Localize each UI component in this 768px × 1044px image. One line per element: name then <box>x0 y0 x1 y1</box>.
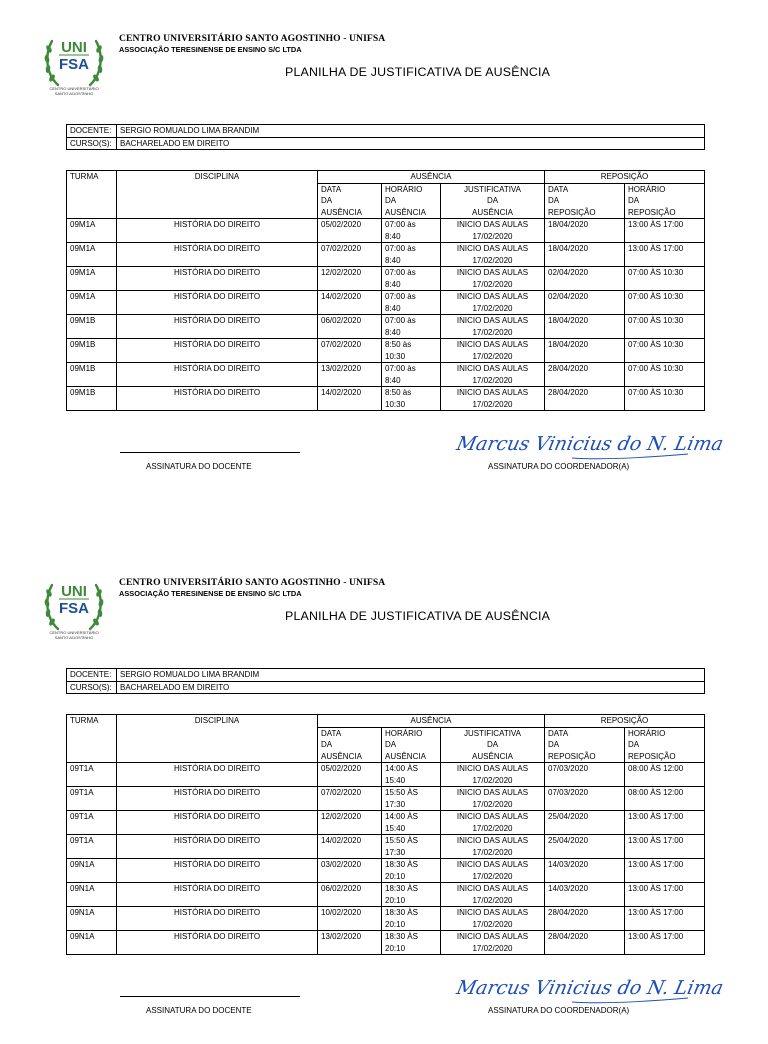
header-data-reposicao: DATA DA REPOSIÇÃO <box>545 727 625 763</box>
header-row-1 <box>67 171 705 184</box>
horario-ausencia-cell: 14:00 ÀS 15:40 <box>382 763 441 787</box>
horario-ausencia-cell: 07:00 às 8:40 <box>382 243 441 267</box>
coordinator-signature <box>452 964 726 1008</box>
svg-text:CENTRO UNIVERSITÁRIO: CENTRO UNIVERSITÁRIO <box>49 630 99 635</box>
horario-ausencia-cell: 18:30 ÀS 20:10 <box>382 883 441 907</box>
justificativa-cell: INICIO DAS AULAS 17/02/2020 <box>441 267 545 291</box>
horario-ausencia-cell: 18:30 ÀS 20:10 <box>382 859 441 883</box>
table-row <box>67 811 705 835</box>
header-disciplina: DISCIPLINA <box>117 171 318 219</box>
table-row <box>67 907 705 931</box>
data-reposicao-cell: 18/04/2020 <box>545 243 625 267</box>
coordinator-signature-label: ASSINATURA DO COORDENADOR(A) <box>488 462 630 471</box>
svg-text:SANTO AGOSTINHO: SANTO AGOSTINHO <box>54 91 94 96</box>
header-data-ausencia: DATA DA AUSÊNCIA <box>318 183 382 219</box>
justificativa-cell: INICIO DAS AULAS 17/02/2020 <box>441 363 545 387</box>
justificativa-cell: INICIO DAS AULAS 17/02/2020 <box>441 339 545 363</box>
data-ausencia-cell: 13/02/2020 <box>318 931 382 955</box>
page-title: PLANILHA DE JUSTIFICATIVA DE AUSÊNCIA <box>285 65 551 79</box>
header-horario-ausencia: HORÁRIO DA AUSÊNCIA <box>382 183 441 219</box>
table-row <box>67 859 705 883</box>
svg-text:SANTO AGOSTINHO: SANTO AGOSTINHO <box>54 635 94 640</box>
turma-cell: 09N1A <box>67 931 117 955</box>
disciplina-cell: HISTÓRIA DO DIREITO <box>117 787 318 811</box>
data-reposicao-cell: 07/03/2020 <box>545 787 625 811</box>
horario-ausencia-cell: 18:30 ÀS 20:10 <box>382 907 441 931</box>
header-row-1 <box>67 715 705 728</box>
disciplina-cell: HISTÓRIA DO DIREITO <box>117 859 318 883</box>
curso-value: BACHARELADO EM DIREITO <box>117 137 705 150</box>
data-reposicao-cell: 02/04/2020 <box>545 267 625 291</box>
disciplina-cell: HISTÓRIA DO DIREITO <box>117 267 318 291</box>
curso-label: CURSO(S): <box>67 681 117 694</box>
turma-cell: 09T1A <box>67 811 117 835</box>
horario-reposicao-cell: 08:00 ÀS 12:00 <box>625 763 705 787</box>
turma-cell: 09M1B <box>67 387 117 411</box>
horario-reposicao-cell: 13:00 ÀS 17:00 <box>625 907 705 931</box>
data-reposicao-cell: 28/04/2020 <box>545 931 625 955</box>
justificativa-cell: INICIO DAS AULAS 17/02/2020 <box>441 859 545 883</box>
table-row <box>67 387 705 411</box>
data-ausencia-cell: 06/02/2020 <box>318 315 382 339</box>
turma-cell: 09M1B <box>67 315 117 339</box>
data-ausencia-cell: 12/02/2020 <box>318 811 382 835</box>
header-data-ausencia: DATA DA AUSÊNCIA <box>318 727 382 763</box>
data-reposicao-cell: 28/04/2020 <box>545 907 625 931</box>
teacher-info-table <box>66 124 705 150</box>
horario-ausencia-cell: 07:00 às 8:40 <box>382 315 441 339</box>
data-ausencia-cell: 10/02/2020 <box>318 907 382 931</box>
data-reposicao-cell: 25/04/2020 <box>545 835 625 859</box>
data-ausencia-cell: 14/02/2020 <box>318 291 382 315</box>
docente-signature-line <box>120 996 300 997</box>
table-row <box>67 883 705 907</box>
turma-cell: 09T1A <box>67 835 117 859</box>
data-reposicao-cell: 18/04/2020 <box>545 315 625 339</box>
table-row <box>67 787 705 811</box>
data-ausencia-cell: 07/02/2020 <box>318 243 382 267</box>
svg-text:Marcus Vinicius do N. Lima: Marcus Vinicius do N. Lima <box>454 432 726 455</box>
horario-ausencia-cell: 8:50 às 10:30 <box>382 339 441 363</box>
curso-row <box>67 137 705 150</box>
horario-ausencia-cell: 8:50 às 10:30 <box>382 387 441 411</box>
svg-text:UNI: UNI <box>61 583 87 600</box>
table-row <box>67 219 705 243</box>
curso-row <box>67 681 705 694</box>
header-horario-reposicao: HORÁRIO DA REPOSIÇÃO <box>625 727 705 763</box>
data-ausencia-cell: 05/02/2020 <box>318 763 382 787</box>
coordinator-signature-label: ASSINATURA DO COORDENADOR(A) <box>488 1006 630 1015</box>
coordinator-signature <box>452 420 726 464</box>
horario-ausencia-cell: 07:00 às 8:40 <box>382 291 441 315</box>
data-ausencia-cell: 13/02/2020 <box>318 363 382 387</box>
disciplina-cell: HISTÓRIA DO DIREITO <box>117 883 318 907</box>
turma-cell: 09M1A <box>67 243 117 267</box>
disciplina-cell: HISTÓRIA DO DIREITO <box>117 339 318 363</box>
disciplina-cell: HISTÓRIA DO DIREITO <box>117 387 318 411</box>
docente-label: DOCENTE: <box>67 669 117 682</box>
horario-reposicao-cell: 07:00 ÀS 10:30 <box>625 387 705 411</box>
svg-text:CENTRO UNIVERSITÁRIO: CENTRO UNIVERSITÁRIO <box>49 86 99 91</box>
header-horario-ausencia: HORÁRIO DA AUSÊNCIA <box>382 727 441 763</box>
justificativa-cell: INICIO DAS AULAS 17/02/2020 <box>441 931 545 955</box>
header-ausencia: AUSÊNCIA <box>318 171 545 184</box>
institution-name: CENTRO UNIVERSITÁRIO SANTO AGOSTINHO - UNIFSA <box>119 33 386 44</box>
data-ausencia-cell: 06/02/2020 <box>318 883 382 907</box>
disciplina-cell: HISTÓRIA DO DIREITO <box>117 763 318 787</box>
turma-cell: 09N1A <box>67 883 117 907</box>
turma-cell: 09N1A <box>67 859 117 883</box>
docente-label: DOCENTE: <box>67 125 117 138</box>
data-ausencia-cell: 07/02/2020 <box>318 339 382 363</box>
table-row <box>67 363 705 387</box>
justificativa-cell: INICIO DAS AULAS 17/02/2020 <box>441 315 545 339</box>
association-name: ASSOCIAÇÃO TERESINENSE DE ENSINO S/C LTDA <box>119 589 302 598</box>
horario-ausencia-cell: 07:00 às 8:40 <box>382 363 441 387</box>
justificativa-cell: INICIO DAS AULAS 17/02/2020 <box>441 291 545 315</box>
turma-cell: 09T1A <box>67 787 117 811</box>
curso-value: BACHARELADO EM DIREITO <box>117 681 705 694</box>
justificativa-cell: INICIO DAS AULAS 17/02/2020 <box>441 763 545 787</box>
turma-cell: 09M1A <box>67 291 117 315</box>
disciplina-cell: HISTÓRIA DO DIREITO <box>117 907 318 931</box>
data-ausencia-cell: 07/02/2020 <box>318 787 382 811</box>
data-reposicao-cell: 18/04/2020 <box>545 219 625 243</box>
docente-signature-label: ASSINATURA DO DOCENTE <box>146 462 252 471</box>
horario-ausencia-cell: 15:50 ÀS 17:30 <box>382 835 441 859</box>
turma-cell: 09N1A <box>67 907 117 931</box>
table-row <box>67 243 705 267</box>
unifsa-logo <box>42 577 106 641</box>
data-ausencia-cell: 05/02/2020 <box>318 219 382 243</box>
justificativa-cell: INICIO DAS AULAS 17/02/2020 <box>441 883 545 907</box>
docente-value: SERGIO ROMUALDO LIMA BRANDIM <box>117 125 705 138</box>
turma-cell: 09T1A <box>67 763 117 787</box>
header-data-reposicao: DATA DA REPOSIÇÃO <box>545 183 625 219</box>
table-row <box>67 291 705 315</box>
header-justificativa: JUSTIFICATIVA DA AUSÊNCIA <box>441 727 545 763</box>
horario-reposicao-cell: 13:00 ÀS 17:00 <box>625 219 705 243</box>
turma-cell: 09M1B <box>67 363 117 387</box>
absence-table <box>66 170 705 411</box>
table-row <box>67 763 705 787</box>
table-row <box>67 931 705 955</box>
docente-signature-line <box>120 452 300 453</box>
table-row <box>67 315 705 339</box>
data-ausencia-cell: 14/02/2020 <box>318 387 382 411</box>
horario-reposicao-cell: 13:00 ÀS 17:00 <box>625 835 705 859</box>
data-reposicao-cell: 28/04/2020 <box>545 387 625 411</box>
docente-row <box>67 125 705 138</box>
header-turma: TURMA <box>67 171 117 219</box>
disciplina-cell: HISTÓRIA DO DIREITO <box>117 315 318 339</box>
horario-reposicao-cell: 08:00 ÀS 12:00 <box>625 787 705 811</box>
justificativa-cell: INICIO DAS AULAS 17/02/2020 <box>441 787 545 811</box>
sheet-2 <box>0 544 768 1044</box>
horario-reposicao-cell: 07:00 ÀS 10:30 <box>625 339 705 363</box>
horario-reposicao-cell: 07:00 ÀS 10:30 <box>625 363 705 387</box>
data-reposicao-cell: 18/04/2020 <box>545 339 625 363</box>
turma-cell: 09M1B <box>67 339 117 363</box>
association-name: ASSOCIAÇÃO TERESINENSE DE ENSINO S/C LTDA <box>119 45 302 54</box>
horario-ausencia-cell: 07:00 às 8:40 <box>382 267 441 291</box>
data-reposicao-cell: 14/03/2020 <box>545 883 625 907</box>
justificativa-cell: INICIO DAS AULAS 17/02/2020 <box>441 219 545 243</box>
table-row <box>67 267 705 291</box>
data-reposicao-cell: 25/04/2020 <box>545 811 625 835</box>
teacher-info-table <box>66 668 705 694</box>
data-reposicao-cell: 28/04/2020 <box>545 363 625 387</box>
justificativa-cell: INICIO DAS AULAS 17/02/2020 <box>441 811 545 835</box>
curso-label: CURSO(S): <box>67 137 117 150</box>
horario-ausencia-cell: 18:30 ÀS 20:10 <box>382 931 441 955</box>
justificativa-cell: INICIO DAS AULAS 17/02/2020 <box>441 835 545 859</box>
data-reposicao-cell: 14/03/2020 <box>545 859 625 883</box>
header-turma: TURMA <box>67 715 117 763</box>
header-disciplina: DISCIPLINA <box>117 715 318 763</box>
disciplina-cell: HISTÓRIA DO DIREITO <box>117 363 318 387</box>
horario-reposicao-cell: 13:00 ÀS 17:00 <box>625 811 705 835</box>
header-ausencia: AUSÊNCIA <box>318 715 545 728</box>
table-row <box>67 835 705 859</box>
table-row <box>67 339 705 363</box>
justificativa-cell: INICIO DAS AULAS 17/02/2020 <box>441 243 545 267</box>
disciplina-cell: HISTÓRIA DO DIREITO <box>117 931 318 955</box>
horario-reposicao-cell: 13:00 ÀS 17:00 <box>625 243 705 267</box>
sheet-1 <box>0 0 768 500</box>
horario-reposicao-cell: 07:00 ÀS 10:30 <box>625 315 705 339</box>
page-title: PLANILHA DE JUSTIFICATIVA DE AUSÊNCIA <box>285 609 551 623</box>
horario-ausencia-cell: 14:00 ÀS 15:40 <box>382 811 441 835</box>
horario-reposicao-cell: 13:00 ÀS 17:00 <box>625 859 705 883</box>
justificativa-cell: INICIO DAS AULAS 17/02/2020 <box>441 387 545 411</box>
svg-text:FSA: FSA <box>59 600 89 617</box>
data-ausencia-cell: 14/02/2020 <box>318 835 382 859</box>
svg-text:Marcus Vinicius do N. Lima: Marcus Vinicius do N. Lima <box>454 976 726 999</box>
horario-reposicao-cell: 07:00 ÀS 10:30 <box>625 291 705 315</box>
disciplina-cell: HISTÓRIA DO DIREITO <box>117 291 318 315</box>
data-ausencia-cell: 12/02/2020 <box>318 267 382 291</box>
data-ausencia-cell: 03/02/2020 <box>318 859 382 883</box>
disciplina-cell: HISTÓRIA DO DIREITO <box>117 243 318 267</box>
header-reposicao: REPOSIÇÃO <box>545 171 705 184</box>
header-horario-reposicao: HORÁRIO DA REPOSIÇÃO <box>625 183 705 219</box>
justificativa-cell: INICIO DAS AULAS 17/02/2020 <box>441 907 545 931</box>
svg-text:FSA: FSA <box>59 56 89 73</box>
header-reposicao: REPOSIÇÃO <box>545 715 705 728</box>
horario-ausencia-cell: 07:00 às 8:40 <box>382 219 441 243</box>
docente-value: SERGIO ROMUALDO LIMA BRANDIM <box>117 669 705 682</box>
header-justificativa: JUSTIFICATIVA DA AUSÊNCIA <box>441 183 545 219</box>
unifsa-logo <box>42 33 106 97</box>
horario-reposicao-cell: 13:00 ÀS 17:00 <box>625 931 705 955</box>
data-reposicao-cell: 02/04/2020 <box>545 291 625 315</box>
svg-text:UNI: UNI <box>61 39 87 56</box>
turma-cell: 09M1A <box>67 219 117 243</box>
horario-reposicao-cell: 07:00 ÀS 10:30 <box>625 267 705 291</box>
docente-signature-label: ASSINATURA DO DOCENTE <box>146 1006 252 1015</box>
absence-table <box>66 714 705 955</box>
disciplina-cell: HISTÓRIA DO DIREITO <box>117 219 318 243</box>
disciplina-cell: HISTÓRIA DO DIREITO <box>117 811 318 835</box>
horario-ausencia-cell: 15:50 ÀS 17:30 <box>382 787 441 811</box>
turma-cell: 09M1A <box>67 267 117 291</box>
docente-row <box>67 669 705 682</box>
data-reposicao-cell: 07/03/2020 <box>545 763 625 787</box>
disciplina-cell: HISTÓRIA DO DIREITO <box>117 835 318 859</box>
horario-reposicao-cell: 13:00 ÀS 17:00 <box>625 883 705 907</box>
institution-name: CENTRO UNIVERSITÁRIO SANTO AGOSTINHO - UNIFSA <box>119 577 386 588</box>
